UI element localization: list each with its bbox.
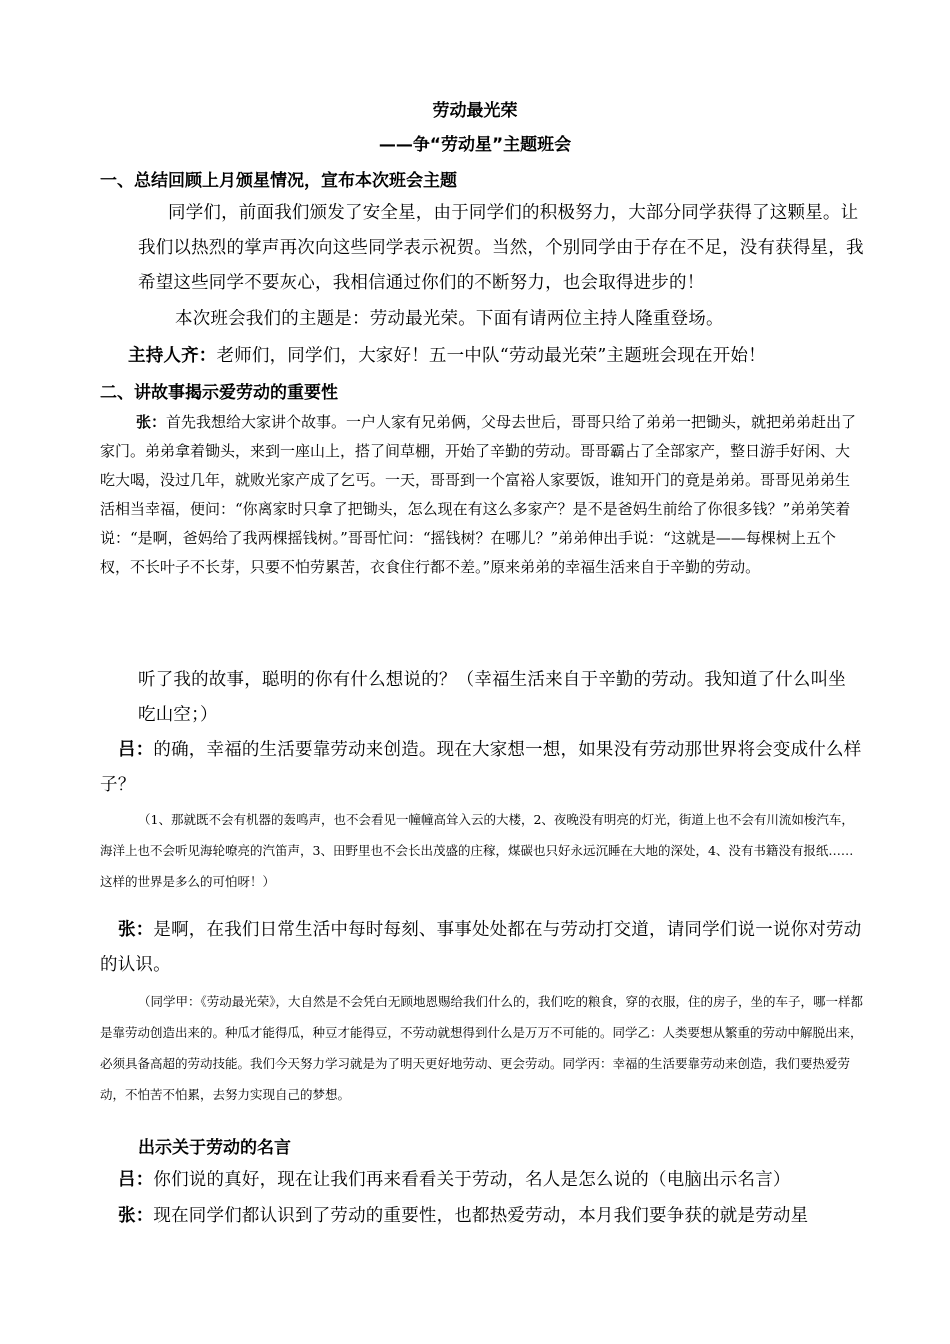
- quotes-subheading: 出示关于劳动的名言: [138, 1138, 291, 1158]
- host-speech: 老师们，同学们，大家好！五一中队“劳动最光荣”主题班会现在开始！: [216, 346, 766, 366]
- lv-line-1: [100, 733, 862, 803]
- section1-paragraph-theme: 本次班会我们的主题是：劳动最光荣。下面有请两位主持人隆重登场。: [175, 309, 724, 329]
- zhang-story-text: 首先我想给大家讲个故事。一户人家有兄弟俩，父母去世后，哥哥只给了弟弟一把锄头，就把弟弟赶出了家门。弟弟拿着锄头，来到一座山上，搭了间草棚，开始了辛勤的劳动。哥哥霸占了全部家产，整日游手好闲、大吃大喝，没过几年，就败光家产成了乞丐。一天，哥哥到一个富裕人家要饭，谁知开门的竟是弟弟。哥哥见弟弟生活相当幸福，便问：“你离家时只拿了把锄头，怎么现在有这么多家产？是不是爸妈生前给了你很多钱？”弟弟笑着说：“是啊，爸妈给了我两棵摇钱树。”哥哥忙问：“摇钱树？在哪儿？”弟弟伸出手说：“这就是——每棵树上五个杈，不长叶子不长芽，只要不怕劳累苦，衣食住行都不差。”原来弟弟的幸福生活来自于辛勤的劳动。: [100, 413, 857, 576]
- section1-paragraph-intro: 同学们，前面我们颁发了安全星，由于同学们的积极努力，大部分同学获得了这颗星。让我们以热烈的掌声再次向这些同学表示祝贺。当然，个别同学由于存在不足，没有获得星，我希望这些同学不要灰心，我相信通过你们的不断努力，也会取得进步的！: [138, 203, 864, 293]
- host-line: [128, 339, 766, 374]
- zhang-line-2: [100, 913, 862, 983]
- answer-students-views: （同学甲：《劳动最光荣》，大自然是不会凭白无顾地恩赐给我们什么的，我们吃的粮食，穿的衣服，住的房子，坐的车子，哪一样都是靠劳动创造出来的。种瓜才能得瓜，种豆才能得豆，不劳动就想得到什么是万万不可能的。同学乙：人类要想从繁重的劳动中解脱出来，必须具备高超的劳动技能。我们今天努力学习就是为了明天更好地劳动、更会劳动。同学丙：幸福的生活要靠劳动来创造，我们要热爱劳动，不怕苦不怕累，去努力实现自己的梦想。: [100, 994, 864, 1102]
- zhang-story: [100, 408, 860, 582]
- document-subtitle: ——争“劳动星”主题班会: [378, 135, 572, 155]
- lv-speech-2: 你们说的真好，现在让我们再来看看关于劳动，名人是怎么说的（电脑出示名言）: [153, 1170, 791, 1190]
- zhang-speaker-label-3: 张：: [118, 1206, 154, 1226]
- lv-speaker-label: 吕：: [118, 740, 154, 760]
- lv-speaker-label-2: 吕：: [118, 1170, 154, 1190]
- zhang-line-3: [118, 1199, 808, 1234]
- document-title: 劳动最光荣: [432, 101, 518, 121]
- zhang-speaker-label: 张：: [136, 413, 167, 431]
- section2-heading: 二、讲故事揭示爱劳动的重要性: [100, 383, 338, 403]
- answer-world-without-labor: （1、那就既不会有机器的轰鸣声，也不会看见一幢幢高耸入云的大楼，2、夜晚没有明亮的灯光，街道上也不会有川流如梭汽车，海洋上也不会听见海轮嘹亮的汽笛声，3、田野里也不会长出茂盛的庄稼，煤碳也只好永远沉睡在大地的深处，4、没有书籍没有报纸……这样的世界是多么的可怕呀！）: [100, 812, 854, 889]
- story-question: 听了我的故事，聪明的你有什么想说的？（幸福生活来自于辛勤的劳动。我知道了什么叫坐吃山空；）: [138, 670, 846, 725]
- zhang-speech-3: 现在同学们都认识到了劳动的重要性，也都热爱劳动，本月我们要争获的就是劳动星: [153, 1206, 809, 1226]
- lv-line-2: [118, 1163, 791, 1198]
- lv-speech-1: 的确，幸福的生活要靠劳动来创造。现在大家想一想，如果没有劳动那世界将会变成什么样子？: [100, 740, 862, 795]
- host-speaker-label: 主持人齐：: [128, 346, 217, 366]
- zhang-speaker-label-2: 张：: [118, 920, 154, 940]
- zhang-speech-2: 是啊，在我们日常生活中每时每刻、事事处处都在与劳动打交道，请同学们说一说你对劳动的认识。: [100, 920, 862, 975]
- section1-heading: 一、总结回顾上月颁星情况，宣布本次班会主题: [100, 171, 457, 191]
